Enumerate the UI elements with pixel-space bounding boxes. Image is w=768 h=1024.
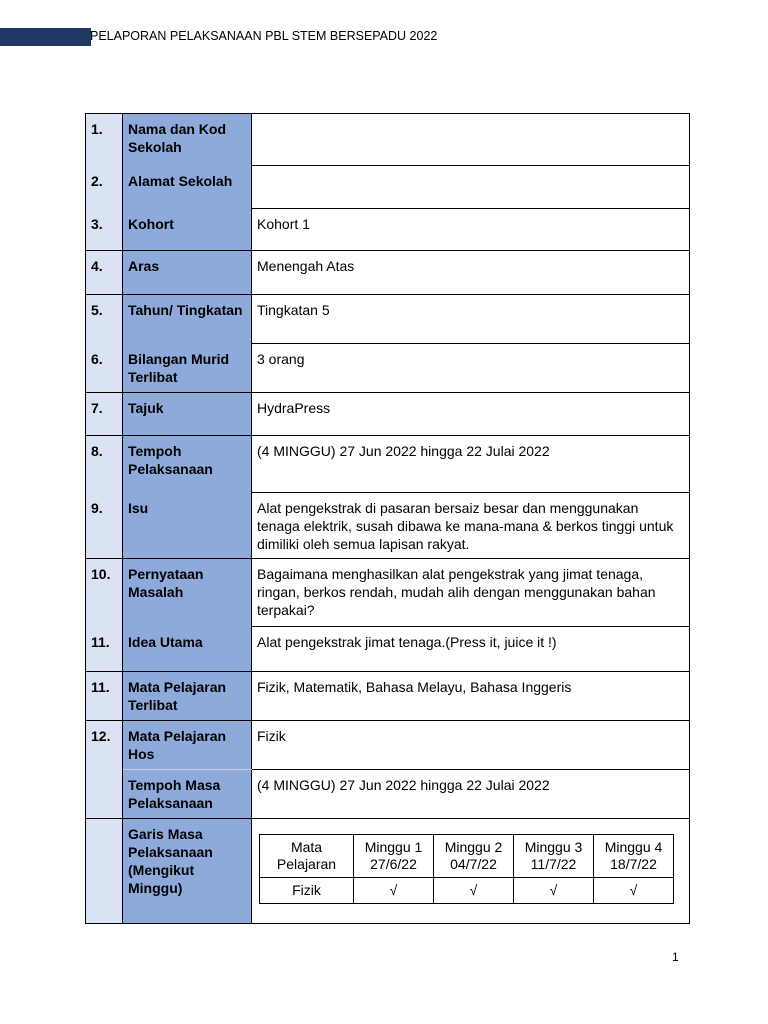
- row-label: Bilangan Murid Terlibat: [123, 344, 252, 393]
- timeline-table: [259, 834, 674, 904]
- row-label: Mata Pelajaran Hos: [123, 721, 252, 770]
- table-row: [86, 344, 690, 393]
- row-number: 2.: [86, 166, 123, 209]
- timeline-header-cell: Minggu 2 04/7/22: [434, 835, 514, 878]
- row-value: Bagaimana menghasilkan alat pengekstrak yang jimat tenaga, ringan, berkos rendah, mudah alih dengan menggunakan bahan terpakai?: [252, 559, 690, 627]
- header-color-bar: [0, 28, 91, 46]
- table-row: [86, 819, 690, 924]
- row-number: 8.: [86, 436, 123, 493]
- row-number: 6.: [86, 344, 123, 393]
- row-value: (4 MINGGU) 27 Jun 2022 hingga 22 Julai 2022: [252, 436, 690, 493]
- table-row: [86, 295, 690, 344]
- row-value: (4 MINGGU) 27 Jun 2022 hingga 22 Julai 2022: [252, 770, 690, 819]
- row-number: 9.: [86, 493, 123, 559]
- timeline-check-cell: √: [434, 878, 514, 904]
- table-row: [86, 251, 690, 295]
- table-row: [86, 209, 690, 251]
- row-label: Kohort: [123, 209, 252, 251]
- row-value: Tingkatan 5: [252, 295, 690, 344]
- document-header-title: PELAPORAN PELAKSANAAN PBL STEM BERSEPADU 2022: [90, 29, 438, 43]
- table-row: [86, 770, 690, 819]
- row-number: 1.: [86, 114, 123, 166]
- row-number: 7.: [86, 393, 123, 436]
- timeline-check-cell: √: [514, 878, 594, 904]
- row-label: Tempoh Pelaksanaan: [123, 436, 252, 493]
- table-row: [86, 559, 690, 627]
- row-label: Pernyataan Masalah: [123, 559, 252, 627]
- row-number: 11.: [86, 672, 123, 721]
- timeline-header-cell: Mata Pelajaran: [260, 835, 354, 878]
- row-label: Garis Masa Pelaksanaan (Mengikut Minggu): [123, 819, 252, 924]
- row-number: 5.: [86, 295, 123, 344]
- timeline-data-row: [260, 878, 674, 904]
- row-label: Alamat Sekolah: [123, 166, 252, 209]
- row-number: 3.: [86, 209, 123, 251]
- row-label: Aras: [123, 251, 252, 295]
- table-row: [86, 493, 690, 559]
- row-label: Isu: [123, 493, 252, 559]
- row-number: [86, 819, 123, 924]
- report-table: [85, 113, 690, 924]
- row-value: 3 orang: [252, 344, 690, 393]
- row-value: HydraPress: [252, 393, 690, 436]
- table-row: [86, 672, 690, 721]
- row-value: Menengah Atas: [252, 251, 690, 295]
- timeline-header-cell: Minggu 1 27/6/22: [354, 835, 434, 878]
- row-label: Mata Pelajaran Terlibat: [123, 672, 252, 721]
- row-number: 11.: [86, 627, 123, 672]
- row-number: 10.: [86, 559, 123, 627]
- timeline-header-cell: Minggu 3 11/7/22: [514, 835, 594, 878]
- timeline-check-cell: √: [594, 878, 674, 904]
- timeline-cell: [252, 819, 690, 924]
- table-row: [86, 166, 690, 209]
- row-value: Fizik, Matematik, Bahasa Melayu, Bahasa Inggeris: [252, 672, 690, 721]
- row-number: 12.: [86, 721, 123, 770]
- row-label: Tempoh Masa Pelaksanaan: [123, 770, 252, 819]
- row-label: Tajuk: [123, 393, 252, 436]
- timeline-subject-cell: Fizik: [260, 878, 354, 904]
- row-value: [252, 166, 690, 209]
- table-row: [86, 393, 690, 436]
- row-value: Kohort 1: [252, 209, 690, 251]
- page-number: 1: [672, 950, 679, 964]
- row-value: [252, 114, 690, 166]
- row-value: Alat pengekstrak jimat tenaga.(Press it, juice it !): [252, 627, 690, 672]
- timeline-header-cell: Minggu 4 18/7/22: [594, 835, 674, 878]
- row-value: Fizik: [252, 721, 690, 770]
- table-row: [86, 627, 690, 672]
- row-label: Idea Utama: [123, 627, 252, 672]
- table-row: [86, 721, 690, 770]
- row-number: 4.: [86, 251, 123, 295]
- row-number: [86, 770, 123, 819]
- timeline-header-row: [260, 835, 674, 878]
- row-label: Tahun/ Tingkatan: [123, 295, 252, 344]
- row-label: Nama dan Kod Sekolah: [123, 114, 252, 166]
- timeline-check-cell: √: [354, 878, 434, 904]
- table-row: [86, 114, 690, 166]
- table-row: [86, 436, 690, 493]
- row-value: Alat pengekstrak di pasaran bersaiz besar dan menggunakan tenaga elektrik, susah dibawa ke mana-mana & berkos tinggi untuk dimiliki oleh semua lapisan rakyat.: [252, 493, 690, 559]
